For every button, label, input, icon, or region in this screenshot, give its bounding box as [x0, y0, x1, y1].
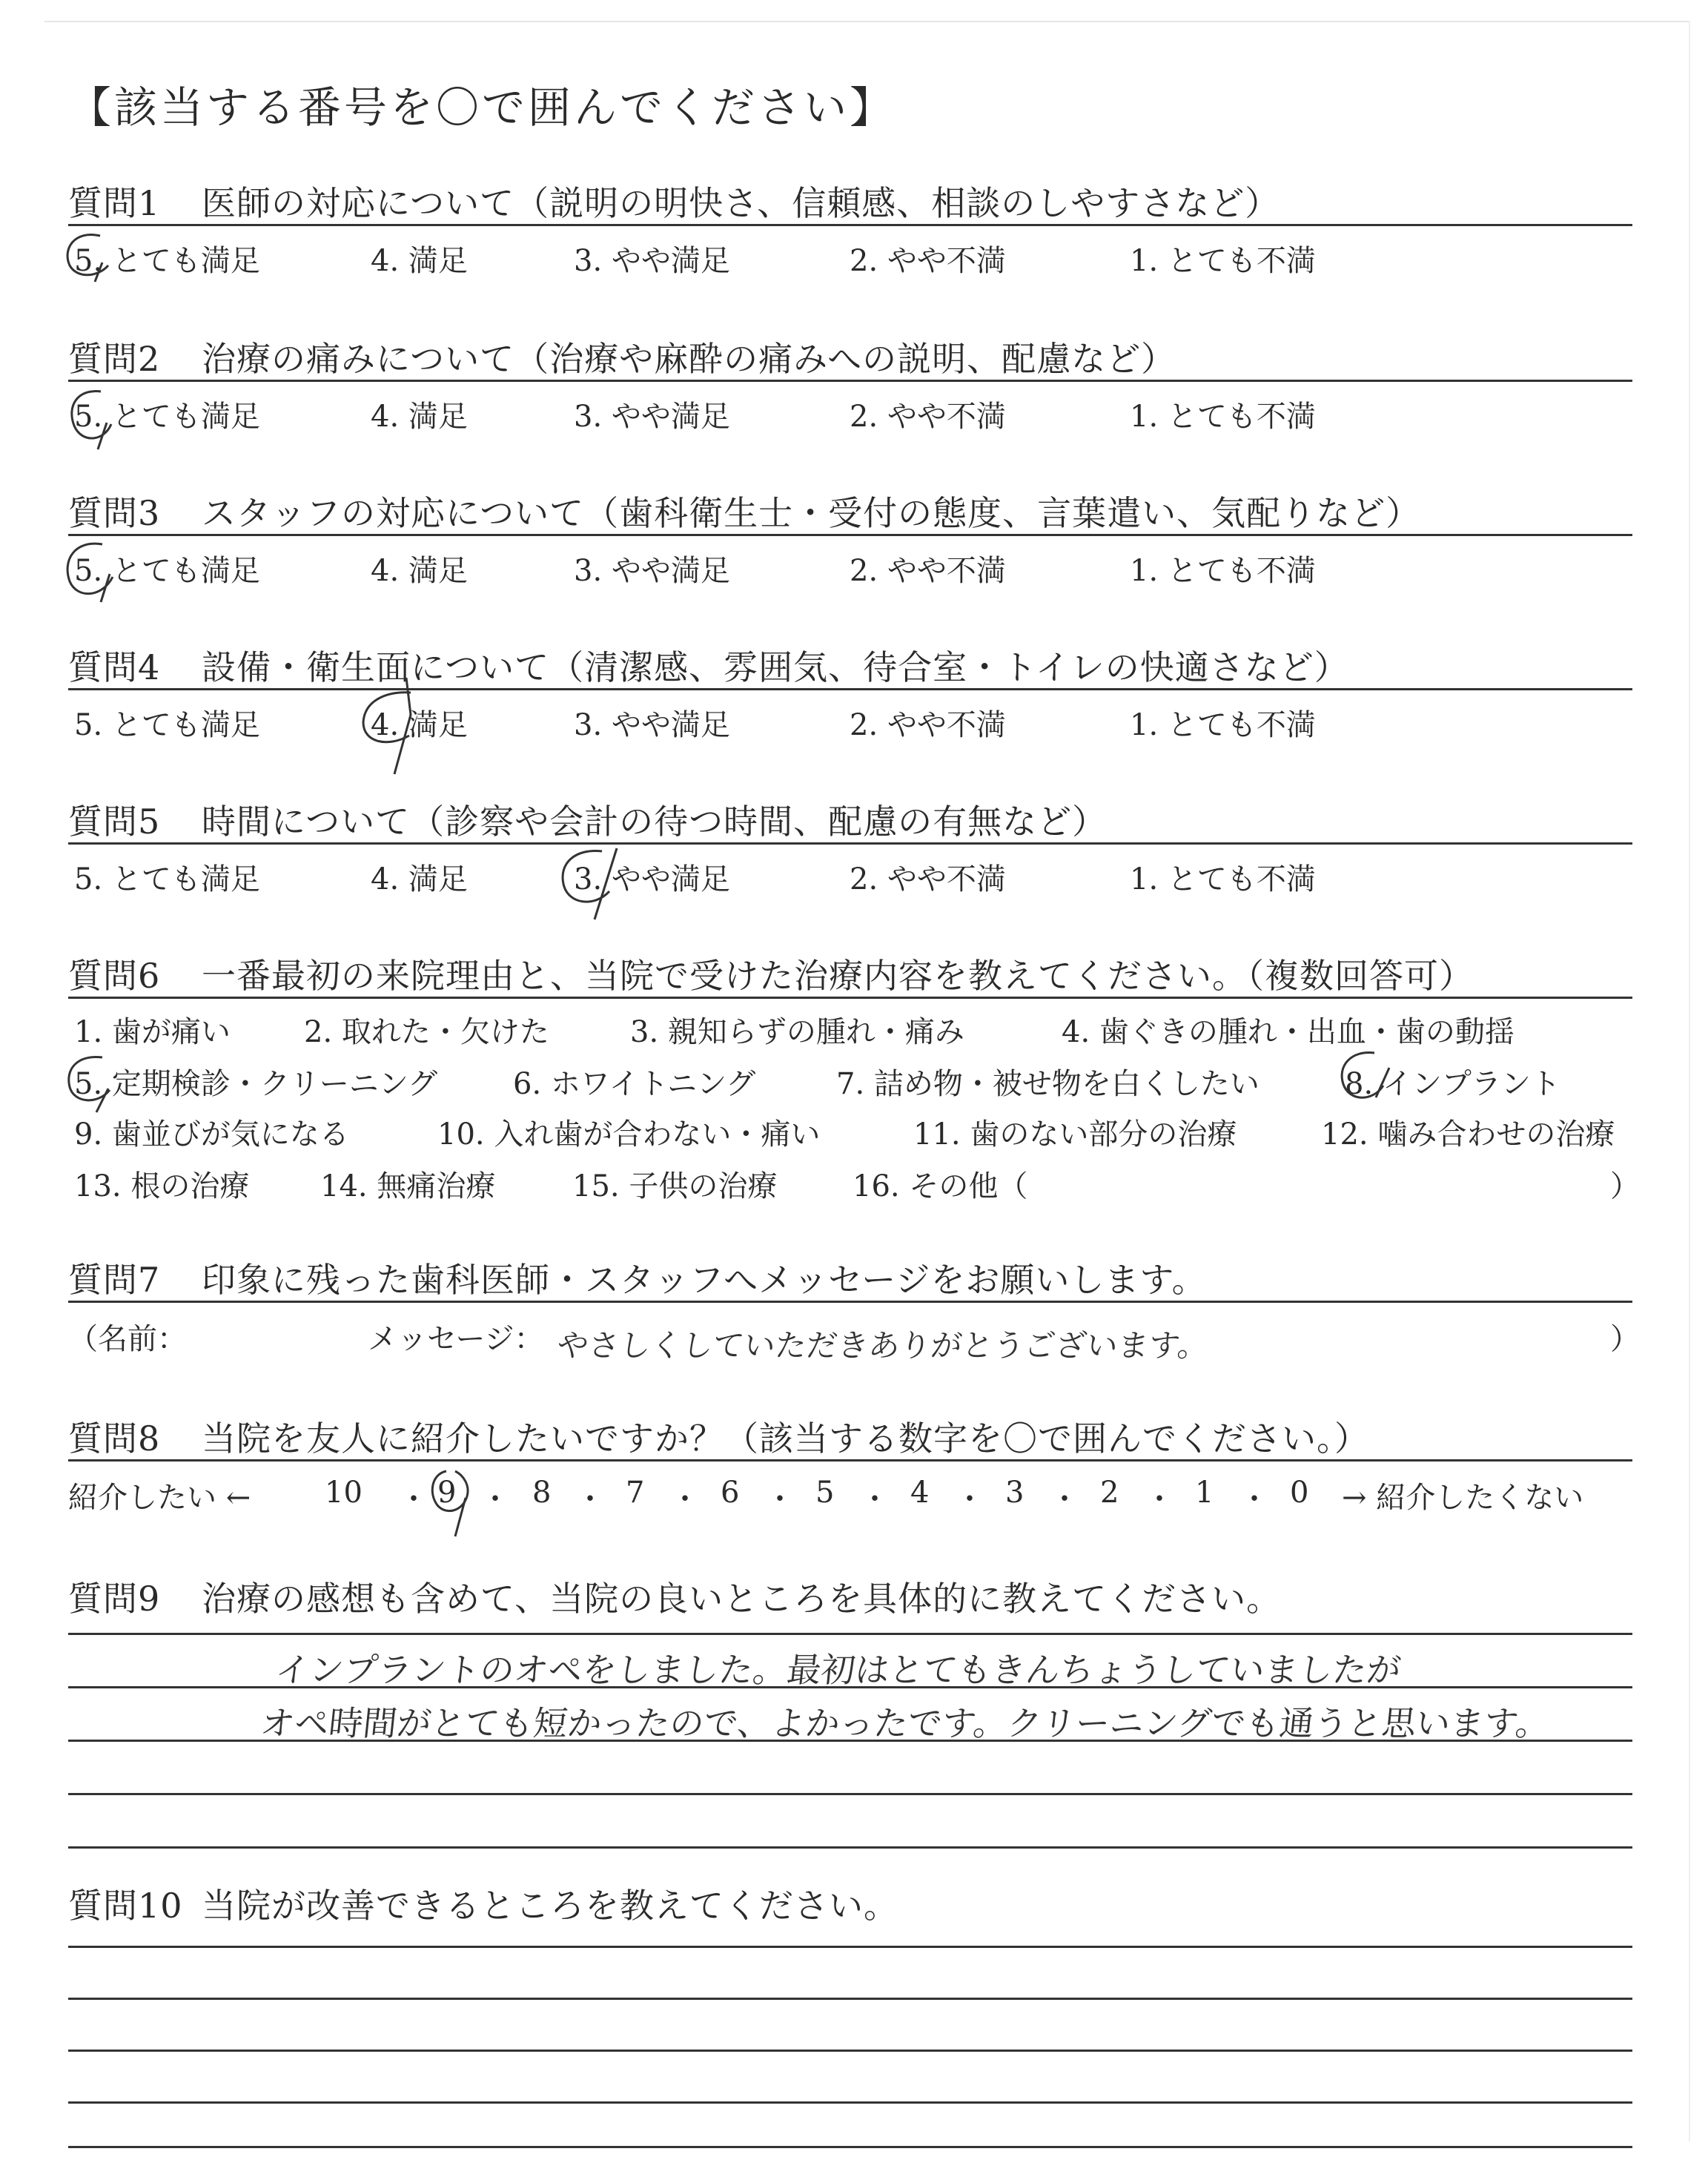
question-text: 当院を友人に紹介したいですか？（該当する数字を〇で囲んでください。） — [202, 1418, 1369, 1459]
option-1[interactable]: 1. とても不満 — [1130, 862, 1316, 896]
reason-option[interactable]: 3. 親知らずの腫れ・痛み — [630, 1015, 964, 1049]
reason-option[interactable]: 11. 歯のない部分の治療 — [913, 1117, 1237, 1152]
option-3[interactable]: 3. やや満足 — [574, 554, 730, 588]
handwritten-message[interactable]: やさしくしていただきありがとうございます。 — [555, 1327, 1211, 1364]
question-number: 質問4 — [68, 647, 161, 687]
option-2[interactable]: 2. やや不満 — [850, 862, 1006, 896]
question-number: 質問2 — [68, 339, 161, 379]
option-2[interactable]: 2. やや不満 — [850, 400, 1006, 434]
form-title: 【該当する番号を〇で囲んでください】 — [68, 82, 896, 133]
question-text: 当院が改善できるところを教えてください。 — [202, 1886, 898, 1926]
recommend-right-label: → 紹介したくない — [1342, 1481, 1584, 1515]
question-text: 設備・衛生面について（清潔感、雰囲気、待合室・トイレの快適さなど） — [202, 647, 1349, 687]
question-number: 質問7 — [68, 1260, 161, 1300]
option-3[interactable]: 3. やや満足 — [574, 244, 730, 278]
option-4[interactable]: 4. 満足 — [371, 862, 468, 896]
scale-dot: ・ — [1239, 1482, 1269, 1516]
scale-dot: ・ — [1145, 1482, 1174, 1516]
question-underline — [68, 1459, 1632, 1462]
message-label: メッセージ： — [368, 1322, 544, 1356]
question-text: 時間について（診察や会計の待つ時間、配慮の有無など） — [202, 802, 1108, 842]
question-number: 質問10 — [68, 1886, 183, 1926]
option-4[interactable]: 4. 満足 — [371, 400, 468, 434]
option-5[interactable]: 5. とても満足 — [74, 244, 260, 278]
answer-line — [68, 1946, 1632, 1948]
reason-option[interactable]: 10. 入れ歯が合わない・痛い — [437, 1117, 821, 1152]
scale-dot: ・ — [1050, 1482, 1079, 1516]
reason-option[interactable]: 7. 詰め物・被せ物を白くしたい — [836, 1067, 1260, 1101]
question-underline — [68, 534, 1632, 536]
option-4[interactable]: 4. 満足 — [371, 554, 468, 588]
option-4[interactable]: 4. 満足 — [371, 244, 468, 278]
scale-9[interactable]: 9 — [437, 1476, 457, 1510]
question-text: スタッフの対応について（歯科衛生士・受付の態度、言葉遣い、気配りなど） — [202, 493, 1421, 533]
reason-option[interactable]: 13. 根の治療 — [74, 1169, 250, 1203]
option-5[interactable]: 5. とても満足 — [74, 708, 260, 742]
reason-option[interactable]: 12. 噛み合わせの治療 — [1321, 1117, 1615, 1152]
question-underline — [68, 688, 1632, 690]
option-3[interactable]: 3. やや満足 — [574, 400, 730, 434]
option-1[interactable]: 1. とても不満 — [1130, 708, 1316, 742]
answer-line — [68, 1793, 1632, 1795]
reason-option[interactable]: 5. 定期検診・クリーニング — [74, 1067, 438, 1101]
other-close-paren: ） — [1610, 1169, 1640, 1203]
option-5[interactable]: 5. とても満足 — [74, 554, 260, 588]
answer-line — [68, 1633, 1632, 1635]
option-3[interactable]: 3. やや満足 — [574, 862, 730, 896]
reason-option[interactable]: 9. 歯並びが気になる — [74, 1117, 349, 1152]
scale-dot: ・ — [480, 1482, 510, 1516]
option-2[interactable]: 2. やや不満 — [850, 554, 1006, 588]
reason-option[interactable]: 2. 取れた・欠けた — [304, 1015, 549, 1049]
answer-line — [68, 2146, 1632, 2148]
scale-1[interactable]: 1 — [1195, 1476, 1214, 1510]
question-text: 医師の対応について（説明の明快さ、信頼感、相談のしやすさなど） — [202, 183, 1280, 223]
question-underline — [68, 224, 1632, 226]
name-label: （名前： — [68, 1322, 187, 1356]
answer-line — [68, 2101, 1632, 2104]
question-number: 質問6 — [68, 956, 161, 996]
option-3[interactable]: 3. やや満足 — [574, 708, 730, 742]
option-5[interactable]: 5. とても満足 — [74, 862, 260, 896]
question-number: 質問9 — [68, 1579, 161, 1619]
question-text: 治療の感想も含めて、当院の良いところを具体的に教えてください。 — [202, 1579, 1282, 1619]
question-text: 一番最初の来院理由と、当院で受けた治療内容を教えてください。（複数回答可） — [202, 956, 1474, 996]
scale-3[interactable]: 3 — [1005, 1476, 1025, 1510]
answer-line — [68, 2050, 1632, 2052]
question-text: 印象に残った歯科医師・スタッフへメッセージをお願いします。 — [202, 1260, 1207, 1300]
option-2[interactable]: 2. やや不満 — [850, 244, 1006, 278]
question-underline — [68, 842, 1632, 845]
scale-dot: ・ — [575, 1482, 605, 1516]
scan-border-top — [44, 21, 1690, 22]
reason-option[interactable]: 6. ホワイトニング — [513, 1067, 756, 1101]
scale-dot: ・ — [670, 1482, 700, 1516]
scale-dot: ・ — [955, 1482, 984, 1516]
question-text: 治療の痛みについて（治療や麻酔の痛みへの説明、配慮など） — [202, 339, 1176, 379]
option-1[interactable]: 1. とても不満 — [1130, 244, 1316, 278]
recommend-left-label: 紹介したい ← — [68, 1481, 251, 1515]
message-close-paren: ） — [1610, 1322, 1640, 1356]
option-1[interactable]: 1. とても不満 — [1130, 400, 1316, 434]
scale-dot: ・ — [860, 1482, 890, 1516]
question-underline — [68, 380, 1632, 382]
reason-option[interactable]: 15. 子供の治療 — [572, 1169, 778, 1203]
reason-option[interactable]: 8. インプラント — [1345, 1067, 1560, 1101]
scan-border-right — [1689, 21, 1690, 2141]
scale-10[interactable]: 10 — [325, 1476, 363, 1510]
question-number: 質問5 — [68, 802, 161, 842]
reason-option[interactable]: 16. その他（ — [853, 1169, 1028, 1203]
reason-option[interactable]: 1. 歯が痛い — [74, 1015, 231, 1049]
scale-6[interactable]: 6 — [721, 1476, 740, 1510]
reason-option[interactable]: 14. 無痛治療 — [320, 1169, 496, 1203]
handwritten-answer-line-2[interactable]: オペ時間がとても短かったので、よかったです。クリーニングでも通うと思います。 — [258, 1703, 1552, 1743]
scale-2[interactable]: 2 — [1100, 1476, 1119, 1510]
scale-7[interactable]: 7 — [626, 1476, 645, 1510]
option-2[interactable]: 2. やや不満 — [850, 708, 1006, 742]
answer-line — [68, 1846, 1632, 1849]
question-underline — [68, 997, 1632, 999]
question-number: 質問8 — [68, 1418, 161, 1459]
question-number: 質問3 — [68, 493, 161, 533]
scale-8[interactable]: 8 — [532, 1476, 552, 1510]
handwritten-answer-line-1[interactable]: インプラントのオペをしました。最初はとてもきんちょうしていましたが — [273, 1650, 1403, 1690]
question-number: 質問1 — [68, 183, 161, 223]
scale-4[interactable]: 4 — [910, 1476, 930, 1510]
scale-5[interactable]: 5 — [815, 1476, 835, 1510]
scale-dot: ・ — [765, 1482, 795, 1516]
scale-dot: ・ — [399, 1482, 428, 1516]
scale-0[interactable]: 0 — [1290, 1476, 1309, 1510]
option-4[interactable]: 4. 満足 — [371, 708, 468, 742]
option-5[interactable]: 5. とても満足 — [74, 400, 260, 434]
reason-option[interactable]: 4. 歯ぐきの腫れ・出血・歯の動揺 — [1062, 1015, 1515, 1049]
question-underline — [68, 1301, 1632, 1303]
answer-line — [68, 1998, 1632, 2000]
option-1[interactable]: 1. とても不満 — [1130, 554, 1316, 588]
